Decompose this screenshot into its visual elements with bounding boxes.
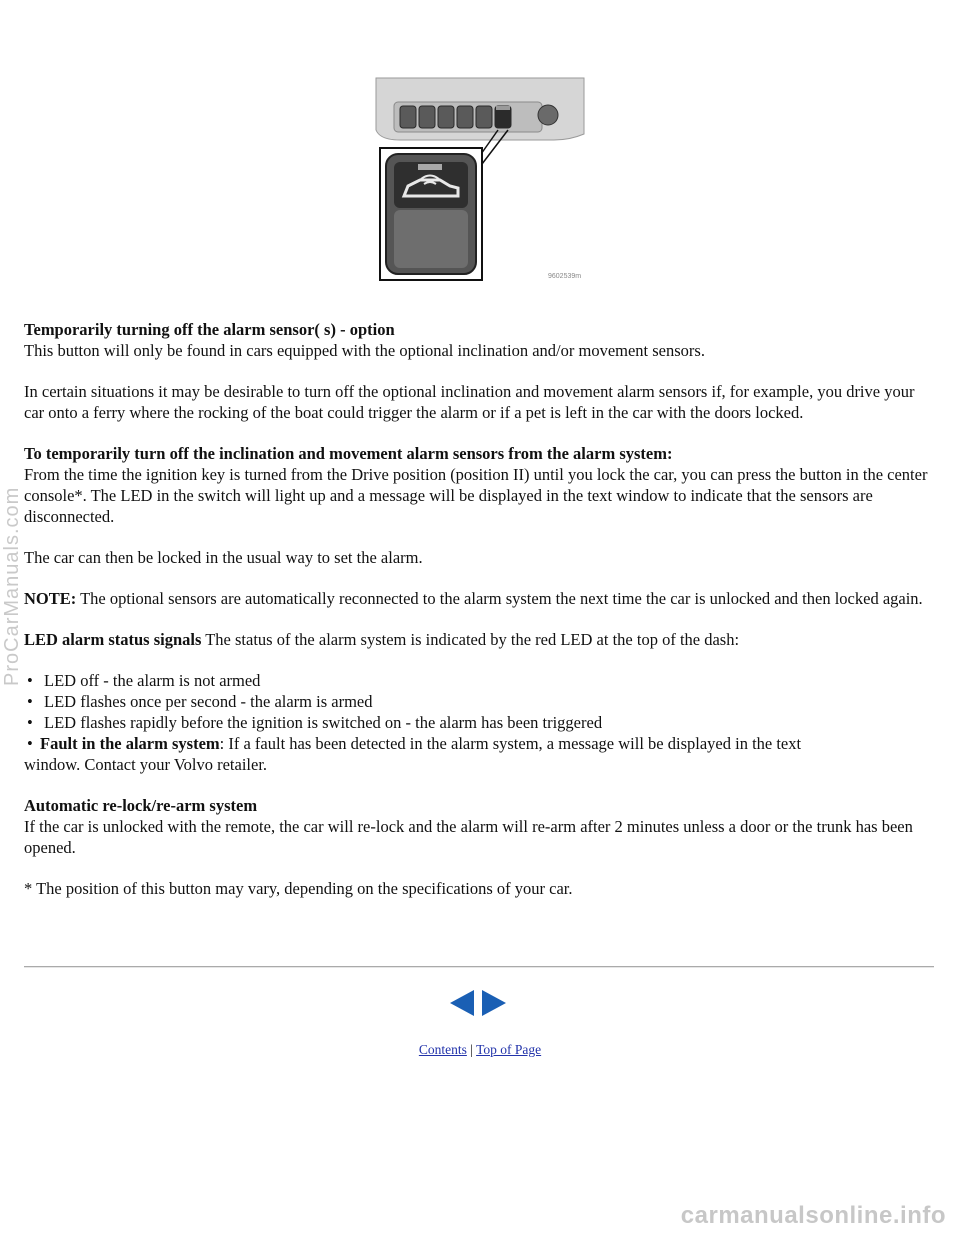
figure-code: 9602539m: [548, 273, 582, 280]
bullet-icon: •: [27, 734, 33, 753]
link-separator: |: [470, 1042, 473, 1057]
bullet-icon: •: [27, 692, 33, 711]
section-relock-heading: Automatic re-lock/re-arm system: [24, 796, 258, 815]
note-paragraph: [24, 588, 936, 609]
list-item-fault: [24, 733, 936, 754]
bullet-icon: •: [27, 713, 33, 732]
paragraph-lock-alarm: The car can then be locked in the usual way to set the alarm.: [24, 548, 423, 567]
list-item: [24, 691, 936, 712]
fault-text: : If a fault has been detected in the alarm system, a message will be displayed in the text: [219, 734, 802, 753]
section-turn-off-heading: To temporarily turn off the inclination and movement alarm sensors from the alarm system:: [24, 444, 673, 463]
next-page-arrow-icon[interactable]: [482, 990, 506, 1016]
bottom-watermark: carmanualsonline.info: [680, 1202, 946, 1229]
bullet-icon: •: [27, 671, 33, 690]
list-item-text: LED off - the alarm is not armed: [44, 671, 261, 690]
section-turn-off-sensors: [24, 443, 936, 527]
fault-continuation: window. Contact your Volvo retailer.: [24, 755, 268, 774]
led-status-text: The status of the alarm system is indicated by the red LED at the top of the dash:: [201, 630, 740, 649]
led-status-list: [24, 670, 936, 754]
section-sensor-off-text: This button will only be found in cars equipped with the optional inclination and/or movement sensors.: [24, 341, 705, 360]
previous-page-arrow-icon[interactable]: [450, 990, 474, 1016]
section-relock-text: If the car is unlocked with the remote, the car will re-lock and the alarm will re-arm after 2 minutes unless a door or the trunk has been opened.: [24, 817, 913, 857]
console-button-illustration: [370, 72, 592, 284]
page-divider: [24, 966, 934, 968]
note-label: NOTE:: [24, 589, 77, 608]
note-text: The optional sensors are automatically reconnected to the alarm system the next time the car is unlocked and then locked again.: [76, 589, 923, 608]
section-sensor-off: [24, 319, 936, 361]
nav-arrows-graphic: [420, 988, 520, 1018]
led-status-heading: LED alarm status signals: [24, 630, 202, 649]
page-nav-arrows: [420, 988, 520, 1018]
section-turn-off-text: From the time the ignition key is turned from the Drive position (position II) until you lock the car, you can press the button in the center console*. The LED in the switch will light up and a message will be displayed in the text window to indicate that the sensors are disconnected.: [24, 465, 928, 526]
list-item: [24, 670, 936, 691]
led-status-paragraph: [24, 629, 936, 650]
contents-link[interactable]: Contents: [418, 1042, 467, 1057]
list-item: [24, 712, 936, 733]
footer-links: [0, 1039, 960, 1060]
footnote: * The position of this button may vary, depending on the specifications of your car.: [24, 879, 573, 898]
section-sensor-off-heading: Temporarily turning off the alarm sensor( s) - option: [24, 320, 395, 339]
paragraph-situations: In certain situations it may be desirable to turn off the optional inclination and movement alarm sensors if, for example, you drive your car onto a ferry where the rocking of the boat could trigger the alarm or if a pet is left in the car with the doors locked.: [24, 382, 915, 422]
manual-content: [24, 319, 936, 919]
fault-label: Fault in the alarm system: [40, 734, 220, 753]
top-of-page-link[interactable]: Top of Page: [476, 1042, 542, 1057]
section-relock: [24, 795, 936, 858]
list-item-text: LED flashes once per second - the alarm is armed: [44, 692, 373, 711]
side-watermark: ProCarManuals.com: [1, 486, 23, 686]
list-item-text: LED flashes rapidly before the ignition is switched on - the alarm has been triggered: [44, 713, 603, 732]
